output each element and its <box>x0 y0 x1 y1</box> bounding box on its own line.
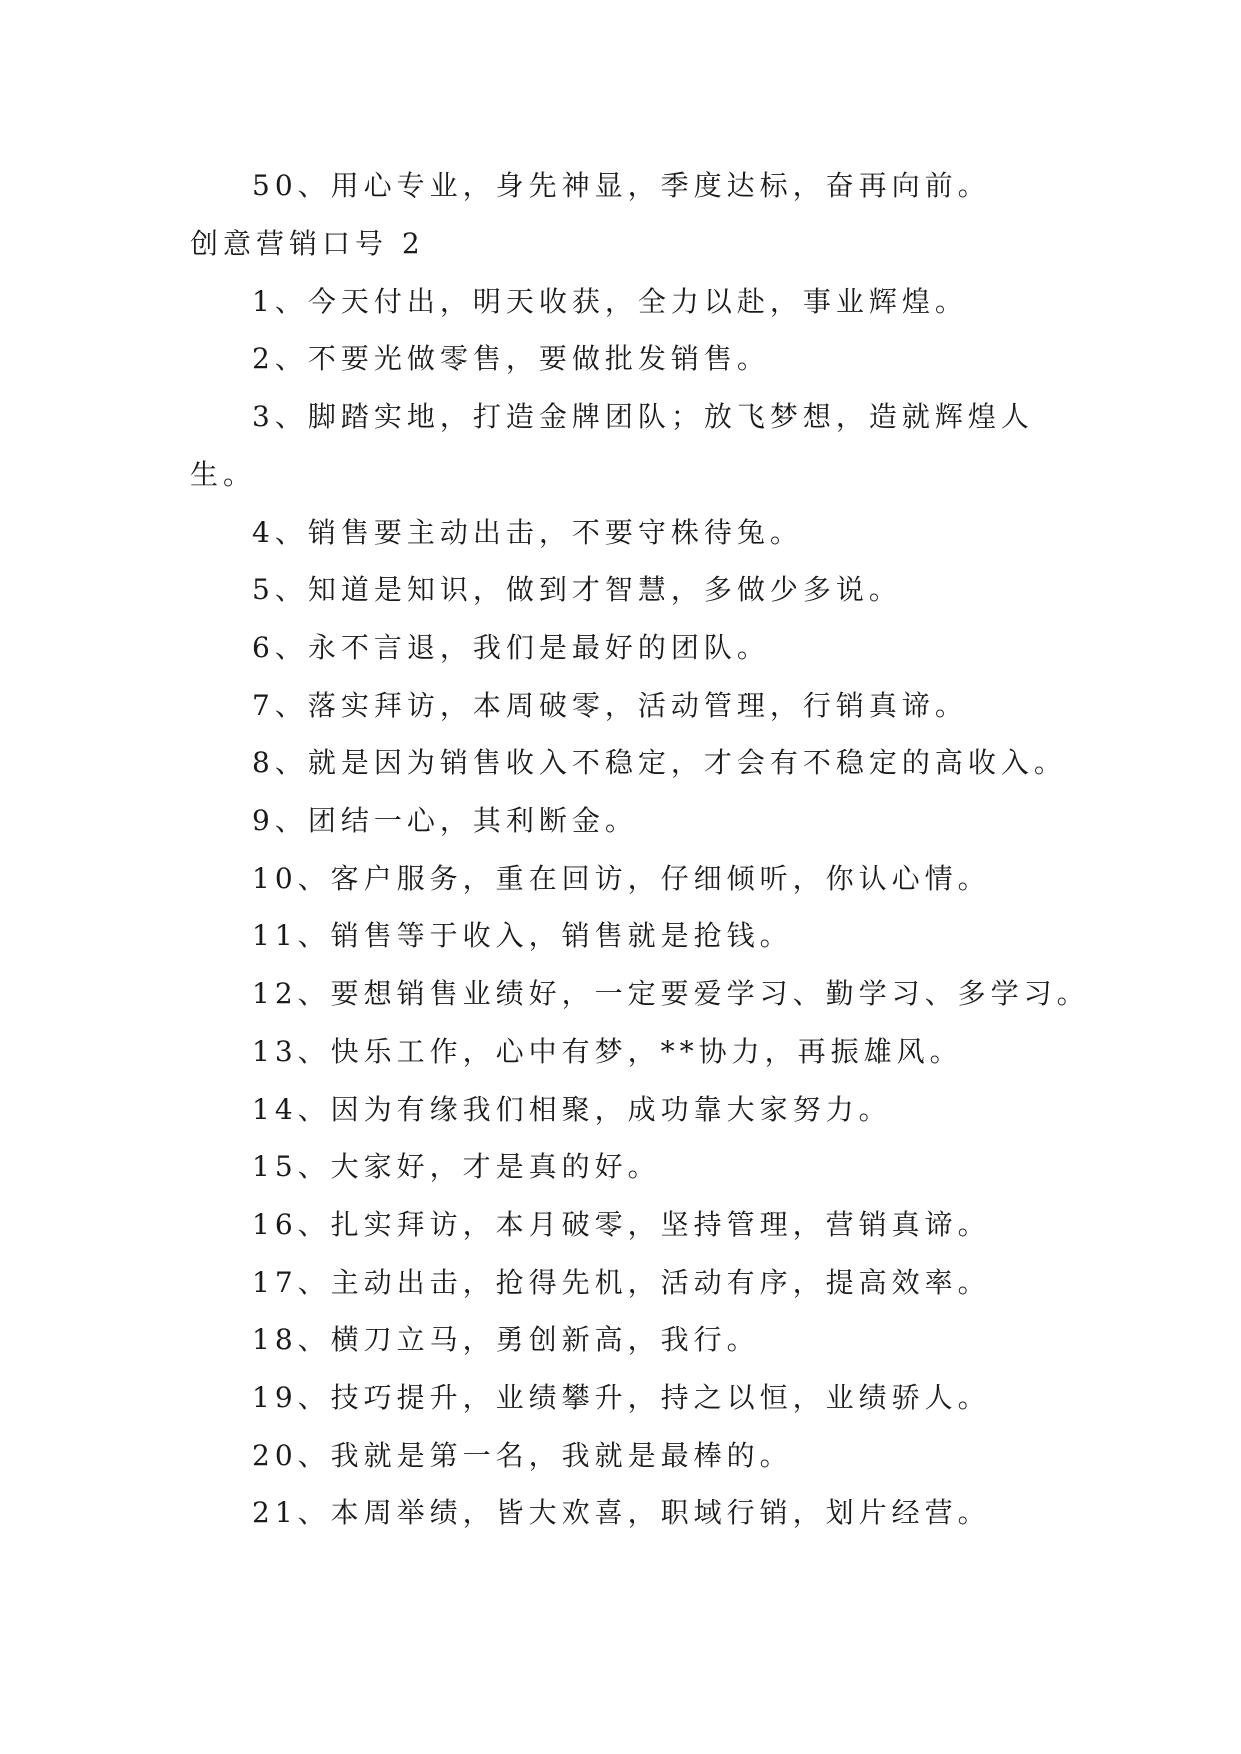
slogan-line-13: 13、快乐工作，心中有梦，**协力，再振雄风。 <box>252 1035 963 1068</box>
slogan-line-3-continued: 生。 <box>190 458 257 491</box>
slogan-line-4: 4、销售要主动出击，不要守株待兔。 <box>252 516 803 549</box>
slogan-line-5: 5、知道是知识，做到才智慧，多做少多说。 <box>252 573 902 606</box>
slogan-line-19: 19、技巧提升，业绩攀升，持之以恒，业绩骄人。 <box>252 1381 991 1414</box>
slogan-line-1: 1、今天付出，明天收获，全力以赴，事业辉煌。 <box>252 285 968 318</box>
section-heading: 创意营销口号 2 <box>190 227 425 260</box>
slogan-line-20: 20、我就是第一名，我就是最棒的。 <box>252 1439 793 1472</box>
slogan-line-3: 3、脚踏实地，打造金牌团队；放飞梦想，造就辉煌人 <box>252 400 1034 433</box>
slogan-line-18: 18、横刀立马，勇创新高，我行。 <box>252 1323 760 1356</box>
slogan-line-9: 9、团结一心，其利断金。 <box>252 804 638 837</box>
slogan-line-14: 14、因为有缘我们相聚，成功靠大家努力。 <box>252 1093 892 1126</box>
slogan-line-21: 21、本周举绩，皆大欢喜，职域行销，划片经营。 <box>252 1496 991 1529</box>
slogan-line-8: 8、就是因为销售收入不稳定，才会有不稳定的高收入。 <box>252 746 1067 779</box>
slogan-line-10: 10、客户服务，重在回访，仔细倾听，你认心情。 <box>252 862 991 895</box>
slogan-line-15: 15、大家好，才是真的好。 <box>252 1150 661 1183</box>
slogan-line-17: 17、主动出击，抢得先机，活动有序，提高效率。 <box>252 1266 991 1299</box>
slogan-line-6: 6、永不言退，我们是最好的团队。 <box>252 631 770 664</box>
slogan-line-11: 11、销售等于收入，销售就是抢钱。 <box>252 919 793 952</box>
slogan-line-7: 7、落实拜访，本周破零，活动管理，行销真谛。 <box>252 689 968 722</box>
slogan-line-12: 12、要想销售业绩好，一定要爱学习、勤学习、多学习。 <box>252 977 1090 1010</box>
slogan-line-50: 50、用心专业，身先神显，季度达标，奋再向前。 <box>252 169 991 202</box>
slogan-line-2: 2、不要光做零售，要做批发销售。 <box>252 342 770 375</box>
slogan-line-16: 16、扎实拜访，本月破零，坚持管理，营销真谛。 <box>252 1208 991 1241</box>
